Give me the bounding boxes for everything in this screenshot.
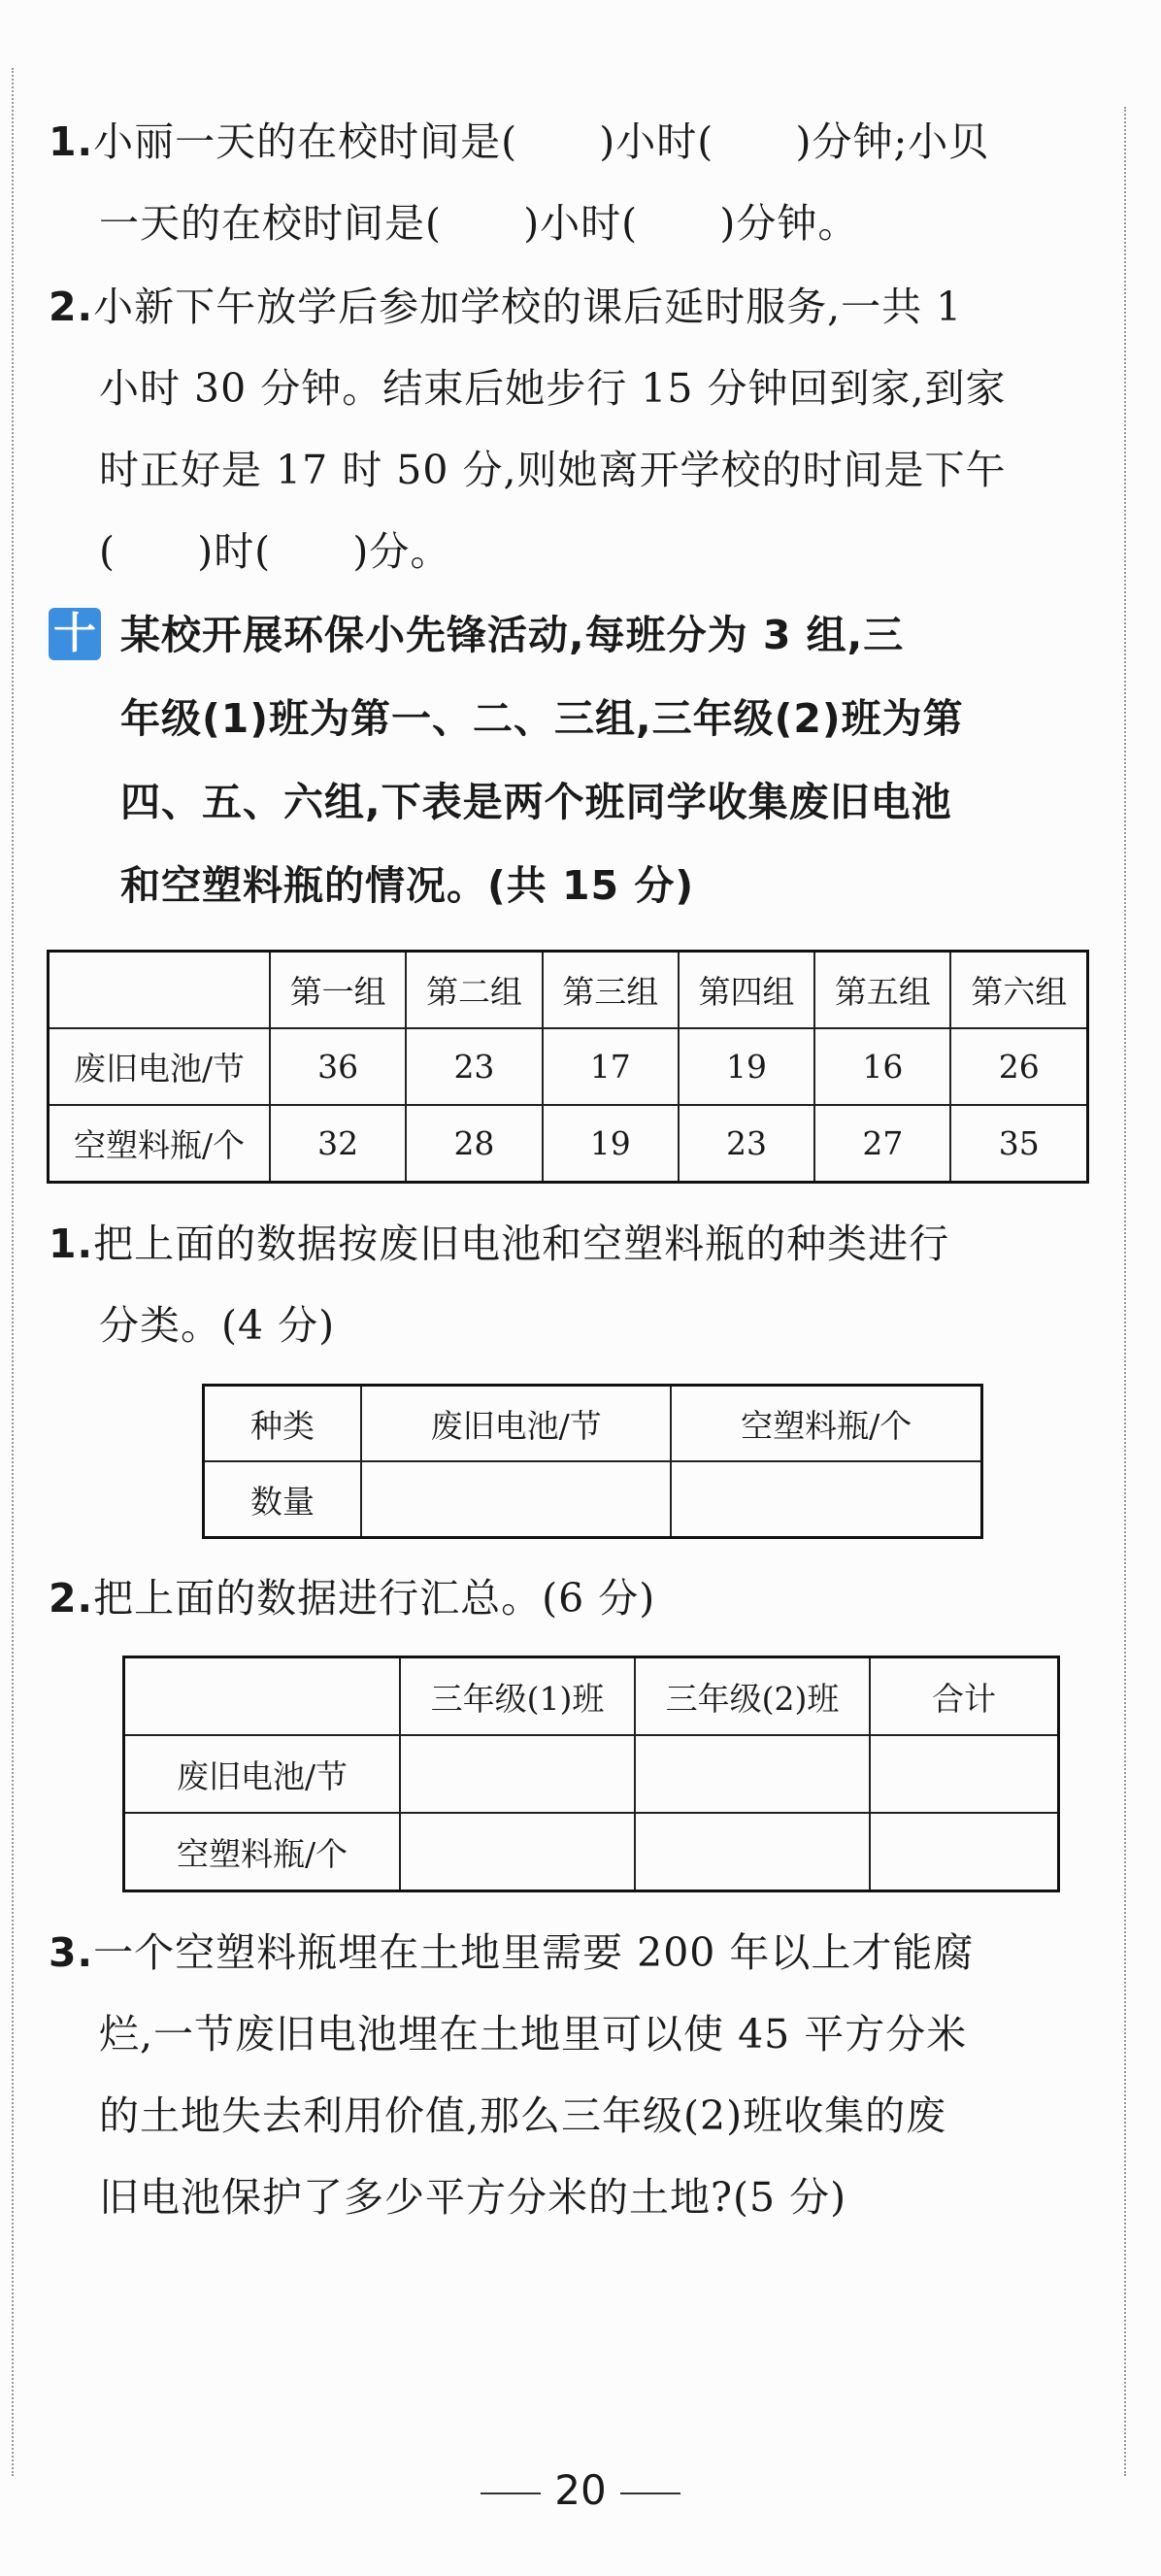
q2-line-4: ( )时( )分。 [99,528,451,575]
table-cell: 26 [950,1028,1087,1105]
table-row [49,1105,1088,1183]
table-cell: 36 [270,1028,406,1105]
section10-line-4: 和空塑料瓶的情况。(共 15 分) [120,862,695,909]
table-row [49,1028,1088,1105]
row-label: 废旧电池/节 [124,1735,401,1813]
right-dotted-margin [1124,107,1126,2476]
left-dotted-margin [12,68,14,2476]
table-cell: 19 [543,1105,679,1183]
q2-line-2: 小时 30 分钟。结束后她步行 15 分钟回到家,到家 [99,365,1007,412]
subq3-number: 3. [49,1929,94,1976]
table-header-row [49,952,1088,1029]
subq1-line-1: 1.把上面的数据按废旧电池和空塑料瓶的种类进行 [49,1221,950,1267]
section10-line-1: 某校开展环保小先锋活动,每班分为 3 组,三 [120,612,905,658]
classify-table [202,1384,983,1539]
header-cell: 三年级(2)班 [635,1657,870,1736]
table-row [204,1386,982,1462]
table-cell: 35 [950,1105,1087,1183]
answer-cell[interactable] [870,1813,1059,1891]
table-corner-cell [49,952,271,1029]
table-row [204,1461,982,1538]
table-cell: 27 [814,1105,950,1183]
subq1-line-2: 分类。(4 分) [99,1302,336,1349]
header-cell: 第二组 [406,952,542,1029]
table-header-row [124,1657,1059,1736]
answer-cell[interactable] [635,1813,870,1891]
header-cell: 废旧电池/节 [361,1386,671,1462]
subq2-number: 2. [49,1575,94,1622]
table-cell: 23 [406,1028,542,1105]
subq3-line-3: 的土地失去利用价值,那么三年级(2)班收集的废 [99,2092,947,2139]
header-cell: 第四组 [679,952,814,1029]
section10-line-3: 四、五、六组,下表是两个班同学收集废旧电池 [120,779,952,825]
answer-cell[interactable] [400,1735,635,1813]
row-label: 种类 [204,1386,362,1462]
table-row [124,1813,1059,1891]
collection-table [47,950,1089,1184]
header-cell: 第三组 [543,952,679,1029]
row-label: 空塑料瓶/个 [49,1105,271,1183]
table-corner-cell [124,1657,401,1736]
section-ten-badge: 十 [49,608,101,660]
table-cell: 16 [814,1028,950,1105]
table-cell: 28 [406,1105,542,1183]
table-cell: 17 [543,1028,679,1105]
header-cell: 第一组 [270,952,406,1029]
table-cell: 23 [679,1105,814,1183]
section10-line-2: 年级(1)班为第一、二、三组,三年级(2)班为第 [120,695,964,742]
table-cell: 19 [679,1028,814,1105]
subq3-line-1: 3.一个空塑料瓶埋在土地里需要 200 年以上才能腐 [49,1929,975,1976]
answer-cell[interactable] [870,1735,1059,1813]
table-cell: 32 [270,1105,406,1183]
header-cell: 合计 [870,1657,1059,1736]
row-label: 数量 [204,1461,362,1538]
subq2-line-1: 2.把上面的数据进行汇总。(6 分) [49,1575,656,1622]
answer-cell[interactable] [361,1461,671,1538]
q1-number: 1. [49,118,94,165]
subq3-line-4: 旧电池保护了多少平方分米的土地?(5 分) [99,2174,847,2221]
q1-line-1: 1.小丽一天的在校时间是( )小时( )分钟;小贝 [49,118,990,165]
subq3-line-2: 烂,一节废旧电池埋在土地里可以使 45 平方分米 [99,2011,968,2057]
q2-number: 2. [49,284,94,330]
answer-cell[interactable] [400,1813,635,1891]
header-cell: 第五组 [814,952,950,1029]
q2-line-3: 时正好是 17 时 50 分,则她离开学校的时间是下午 [99,447,1007,493]
summary-table [122,1656,1060,1892]
q1-line-2: 一天的在校时间是( )小时( )分钟。 [99,200,859,247]
answer-cell[interactable] [635,1735,870,1813]
header-cell: 空塑料瓶/个 [671,1386,981,1462]
q2-line-1: 2.小新下午放学后参加学校的课后延时服务,一共 1 [49,284,963,330]
row-label: 空塑料瓶/个 [124,1813,401,1891]
page-number: 20 [0,2466,1161,2514]
header-cell: 三年级(1)班 [400,1657,635,1736]
table-row [124,1735,1059,1813]
subq1-number: 1. [49,1221,94,1267]
header-cell: 第六组 [950,952,1087,1029]
answer-cell[interactable] [671,1461,981,1538]
row-label: 废旧电池/节 [49,1028,271,1105]
